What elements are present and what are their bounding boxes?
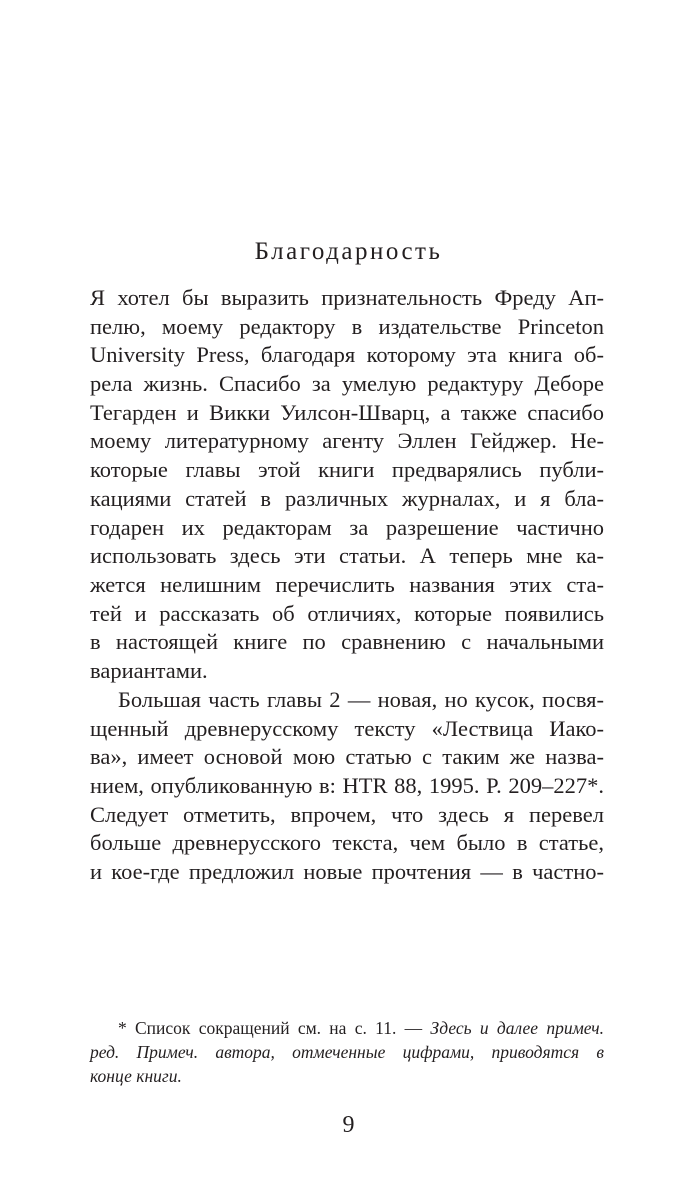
text-line: Следует отметить, впрочем, что здесь я перевел	[90, 801, 604, 827]
text-line: Тегарден и Викки Уилсон-Шварц, а также спасибо	[90, 399, 604, 425]
chapter-title: Благодарность	[254, 238, 443, 265]
text-line: Большая часть главы 2 — новая, но кусок, посвя-	[118, 687, 604, 712]
text-line: щенный древнерусскому тексту «Лествица Иако-	[90, 715, 604, 741]
text-line: вариантами.	[90, 657, 208, 683]
footnote-italic-text: ред. Примеч. автора, отмеченные цифрами, приводятся в	[90, 1042, 604, 1062]
text-line: рела жизнь. Спасибо за умелую редактуру Деборе	[90, 371, 604, 397]
paragraph-2	[90, 686, 604, 887]
footnote-italic-text: конце книги.	[90, 1066, 182, 1086]
footnote-text: * Список сокращений см. на с. 11. —	[118, 1018, 431, 1038]
paragraph-1	[90, 284, 604, 686]
footnote-line	[90, 1064, 604, 1088]
footnote-line	[90, 1016, 604, 1040]
text-line: ва», имеет основой мою статью с таким же назва-	[90, 744, 604, 770]
text-line: годарен их редакторам за разрешение частично	[90, 514, 604, 540]
text-line: которые главы этой книги предварялись публи-	[90, 457, 604, 483]
text-line: University Press, благодаря которому эта книга об-	[90, 342, 604, 368]
text-line: в настоящей книге по сравнению с начальными	[90, 629, 604, 655]
text-line: моему литературному агенту Эллен Гейджер. Не-	[90, 428, 604, 454]
page-number: 9	[342, 1112, 355, 1138]
text-line: больше древнерусского текста, чем было в статье,	[90, 830, 604, 856]
footnote	[90, 1016, 604, 1088]
text-line: пелю, моему редактору в издательстве Princeton	[90, 313, 604, 339]
footnote-line	[90, 1040, 604, 1064]
footnote-italic-text: Здесь и далее примеч.	[430, 1018, 605, 1038]
text-line: и кое-где предложил новые прочтения — в частно-	[90, 859, 604, 885]
text-line: тей и рассказать об отличиях, которые появились	[90, 600, 604, 626]
text-line: использовать здесь эти статьи. А теперь мне ка-	[90, 543, 604, 569]
text-line: кациями статей в различных журналах, и я бла-	[90, 485, 604, 511]
text-line: Я хотел бы выразить признательность Фреду Ап-	[90, 285, 604, 310]
text-line: нием, опубликованную в: HTR 88, 1995. P. 209–227*.	[90, 773, 604, 799]
text-line: жется нелишним перечислить названия этих ста-	[90, 571, 604, 597]
